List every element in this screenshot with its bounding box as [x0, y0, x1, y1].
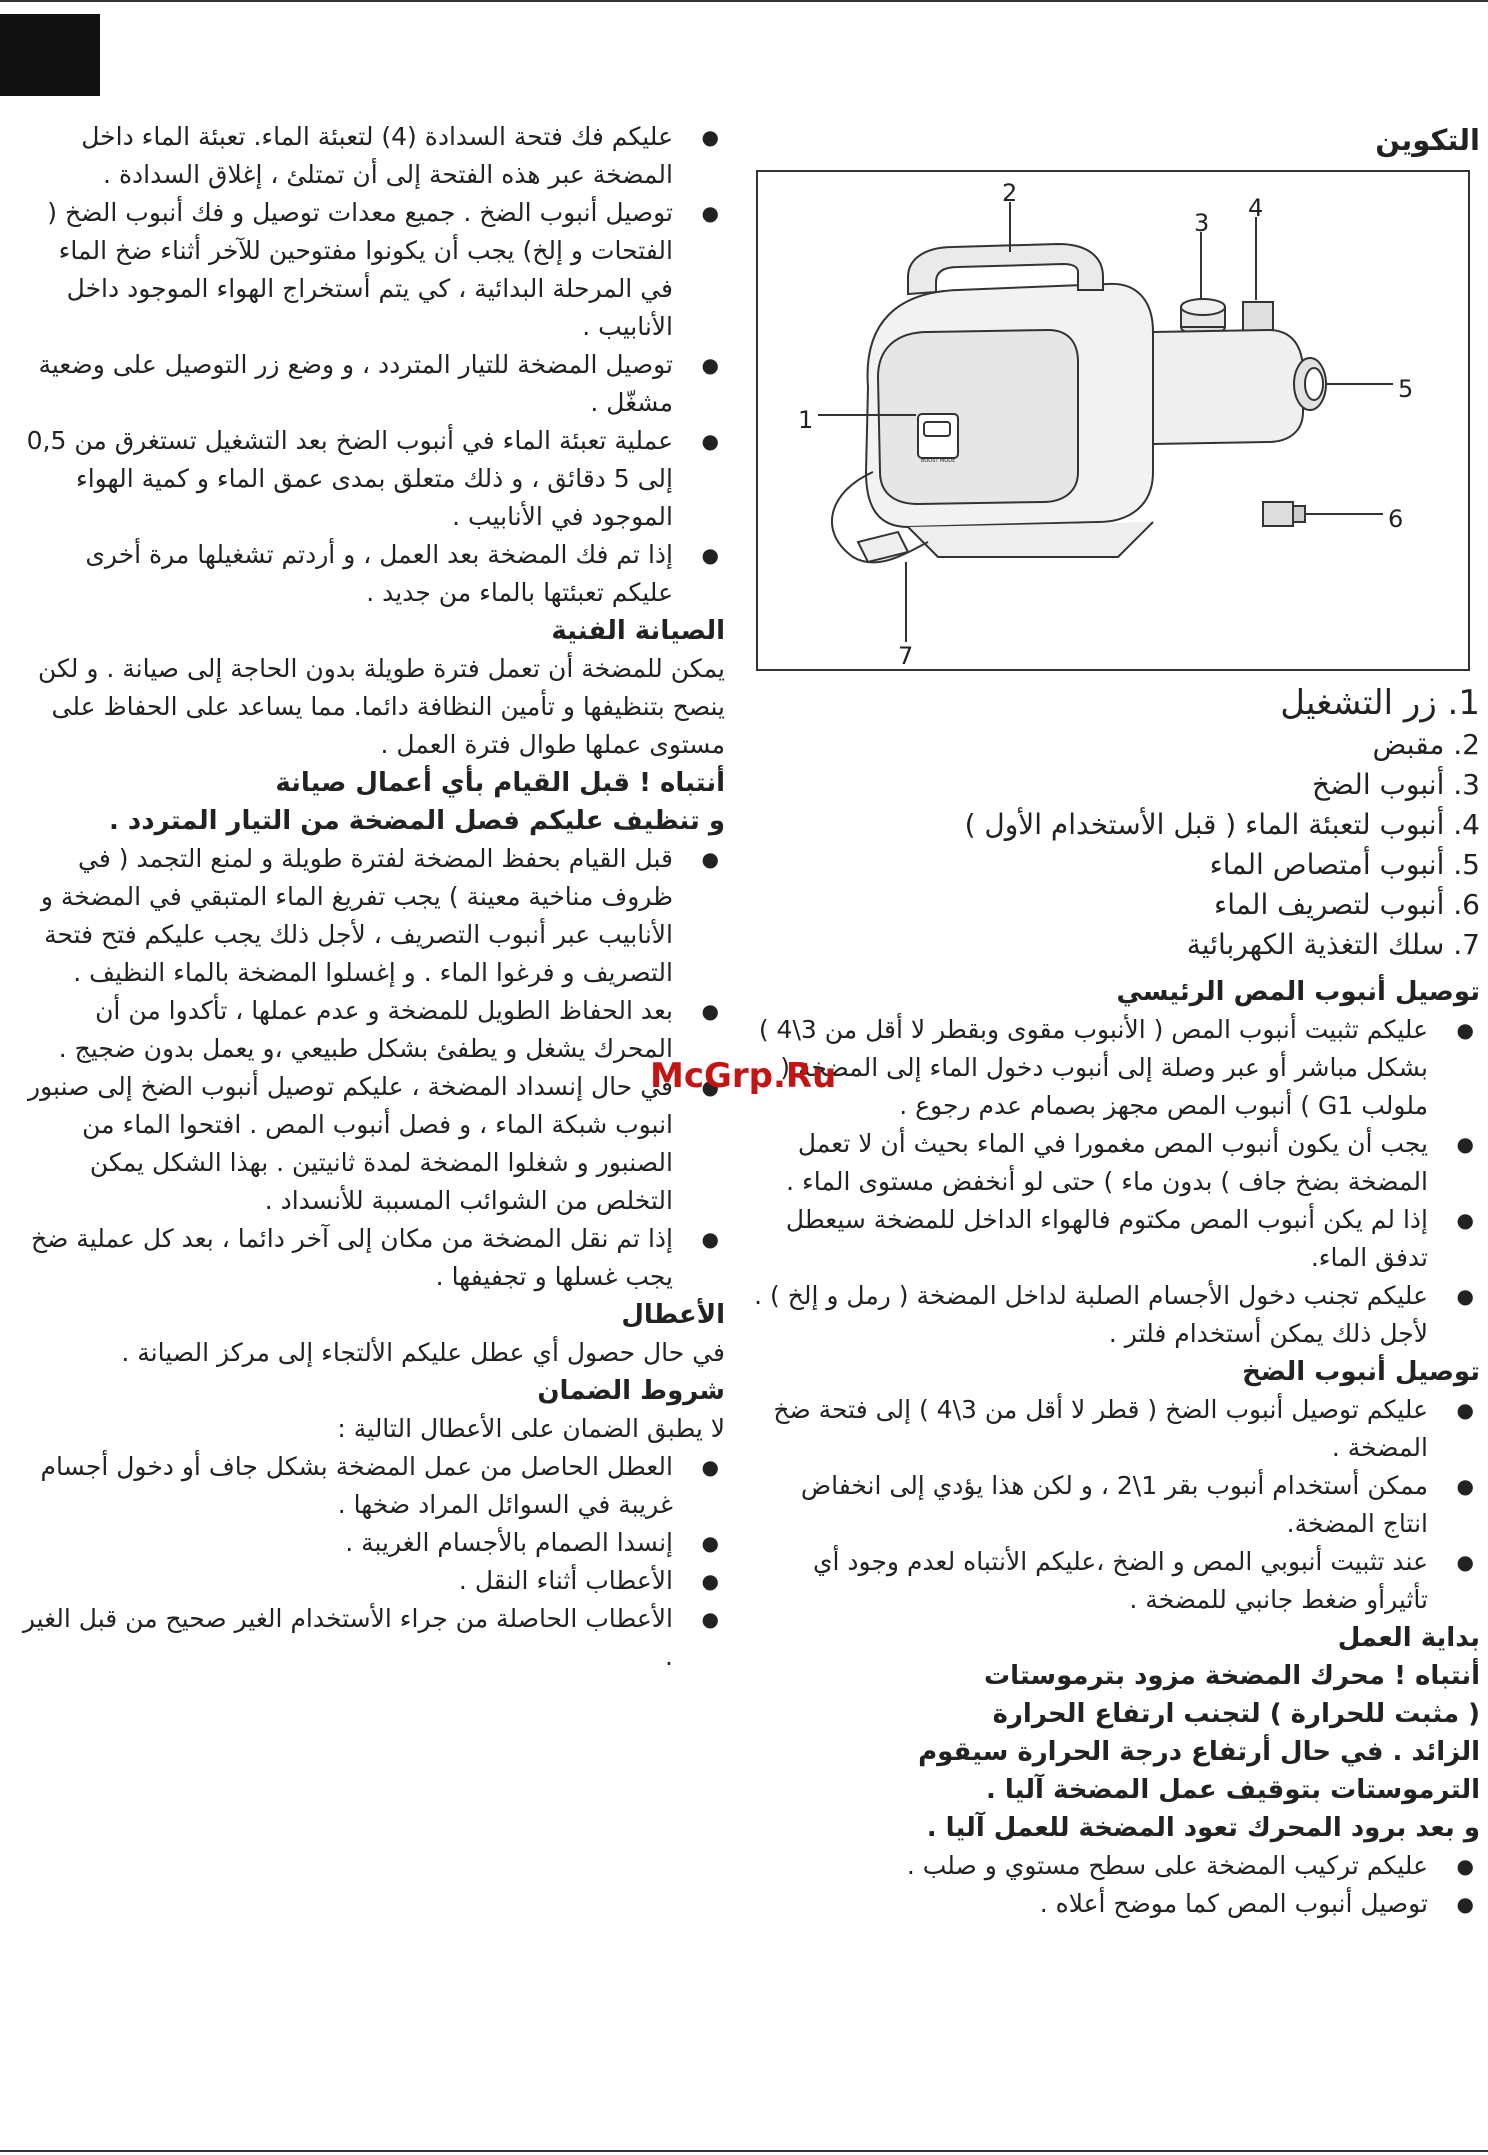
- list-item: ● إنسدا الصمام بالأجسام الغريبة .: [20, 1524, 725, 1562]
- heading-suction: توصيل أنبوب المص الرئيسي: [1116, 977, 1480, 1007]
- maintenance-list: [20, 840, 725, 1296]
- maintenance-text: يمكن للمضخة أن تعمل فترة طويلة بدون الحاجة إلى صيانة . و لكن ينصح بتنظيفها و تأمين النظافة دائما. مما يساعد على الحفاظ على مستوى عملها طوال فترة العمل .: [37, 654, 725, 759]
- start-warning: [750, 1657, 1480, 1847]
- list-item: ● توصيل المضخة للتيار المتردد ، و وضع زر التوصيل على وضعية مشغّل .: [20, 346, 725, 422]
- part-item: 6. أنبوب لتصريف الماء: [1214, 888, 1480, 921]
- warning-line: الزائد . في حال أرتفاع درجة الحرارة سيقوم: [918, 1737, 1480, 1767]
- figure-label-1: 1: [798, 406, 814, 434]
- heading-pressure: توصيل أنبوب الضخ: [1242, 1357, 1480, 1387]
- heading-warranty: شروط الضمان: [537, 1376, 725, 1406]
- section-title-composition: التكوين: [1375, 123, 1480, 157]
- list-item: ● بعد الحفاظ الطويل للمضخة و عدم عملها ، تأكدوا من أن المحرك يشغل و يطفئ بشكل طبيعي ،و يعمل بدون ضجيج .: [20, 992, 725, 1068]
- list-item: ● عملية تعبئة الماء في أنبوب الضخ بعد التشغيل تستغرق من 0,5 إلى 5 دقائق ، و ذلك متعلق بمدى عمق الماء و كمية الهواء الموجود في الأنابيب .: [20, 422, 725, 536]
- figure-label-6: 6: [1388, 505, 1404, 533]
- figure-label-5: 5: [1398, 375, 1414, 403]
- pressure-list: [750, 1391, 1480, 1619]
- left-column: [20, 118, 725, 1676]
- faults-text: في حال حصول أي عطل عليكم الألتجاء إلى مركز الصيانة .: [121, 1338, 725, 1367]
- list-item: ● إذا تم فك المضخة بعد العمل ، و أردتم تشغيلها مرة أخرى عليكم تعبئتها بالماء من جديد .: [20, 536, 725, 612]
- right-column: [750, 118, 1480, 1923]
- heading-start: بداية العمل: [1337, 1623, 1480, 1653]
- figure-label-2: 2: [1002, 179, 1018, 207]
- heading-faults: الأعطال: [621, 1300, 725, 1330]
- part-item: 2. مقبض: [1372, 728, 1480, 761]
- list-item: ● توصيل أنبوب الضخ . جميع معدات توصيل و فك أنبوب الضخ ( الفتحات و إلخ) يجب أن يكونوا مفتوحين للآخر أثناء ضخ الماء في المرحلة البدائية ، كي يتم أستخراج الهواء الموجود داخل الأنابيب .: [20, 194, 725, 346]
- list-item: ● الأعطاب الحاصلة من جراء الأستخدام الغير صحيح من قبل الغير .: [20, 1600, 725, 1676]
- figure-label-7: 7: [898, 642, 914, 670]
- pump-figure: [756, 170, 1470, 671]
- part-item: 3. أنبوب الضخ: [1311, 768, 1480, 801]
- pump-illustration: [758, 172, 1468, 669]
- list-item: ● العطل الحاصل من عمل المضخة بشكل جاف أو دخول أجسام غريبة في السوائل المراد ضخها .: [20, 1448, 725, 1524]
- page-corner-block: [0, 14, 100, 96]
- warranty-list: [20, 1448, 725, 1676]
- list-item: ● إذا تم نقل المضخة من مكان إلى آخر دائما ، بعد كل عملية ضخ يجب غسلها و تجفيفها .: [20, 1220, 725, 1296]
- figure-label-3: 3: [1194, 209, 1210, 237]
- list-item: ● يجب أن يكون أنبوب المص مغمورا في الماء بحيث أن لا تعمل المضخة بضخ جاف ) بدون ماء ) حتى لو أنخفض مستوى الماء .: [750, 1125, 1480, 1201]
- part-item: 4. أنبوب لتعبئة الماء ( قبل الأستخدام الأول ): [964, 808, 1480, 841]
- list-item: ● في حال إنسداد المضخة ، عليكم توصيل أنبوب الضخ إلى صنبور انبوب شبكة الماء ، و فصل أنبوب المص . افتحوا الماء من الصنبور و شغلوا المضخة لمدة ثانيتين . بهذا الشكل يمكن التخلص من الشوائب المسببة للأنسداد .: [20, 1068, 725, 1220]
- top-rule: [0, 0, 1488, 2]
- list-item: ● عليكم فك فتحة السدادة (4) لتعبئة الماء. تعبئة الماء داخل المضخة عبر هذه الفتحة إلى أن تمتلئ ، إغلاق السدادة .: [20, 118, 725, 194]
- list-item: ● توصيل أنبوب المص كما موضح أعلاه .: [750, 1885, 1480, 1923]
- parts-list: [750, 681, 1480, 965]
- part-item: 7. سلك التغذية الكهربائية: [1186, 928, 1480, 961]
- bottom-rule: [0, 2150, 1488, 2152]
- figure-label-4: 4: [1248, 194, 1264, 222]
- list-item: ● ممكن أستخدام أنبوب بقر 1\2 ، و لكن هذا يؤدي إلى انخفاض انتاج المضخة.: [750, 1467, 1480, 1543]
- watermark: McGrp.Ru: [650, 1056, 837, 1096]
- start-list: [750, 1847, 1480, 1923]
- list-item: ● عليكم تثبيت أنبوب المص ( الأنبوب مقوى وبقطر لا أقل من 3\4 ) بشكل مباشر أو عبر وصلة إلى أنبوب دخول الماء إلى المضخة ( ملولب G1 ) أنبوب المص مجهز بصمام عدم رجوع .: [750, 1011, 1480, 1125]
- switch-label: BOOST MODE: [921, 458, 956, 464]
- warranty-intro: لا يطبق الضمان على الأعطال التالية :: [337, 1414, 725, 1443]
- part-item: 1. زر التشغيل: [1280, 683, 1480, 723]
- warning-line: ( مثبت للحرارة ) لتجنب ارتفاع الحرارة: [992, 1699, 1480, 1729]
- list-item: ● الأعطاب أثناء النقل .: [20, 1562, 725, 1600]
- suction-list: [750, 1011, 1480, 1353]
- list-item: ● عليكم تجنب دخول الأجسام الصلبة لداخل المضخة ( رمل و إلخ ) . لأجل ذلك يمكن أستخدام فلتر .: [750, 1277, 1480, 1353]
- heading-maintenance: الصيانة الفنية: [551, 616, 725, 646]
- filling-list: [20, 118, 725, 612]
- warning-line: الترموستات بتوقيف عمل المضخة آليا .: [985, 1775, 1480, 1805]
- list-item: ● عليكم تركيب المضخة على سطح مستوي و صلب .: [750, 1847, 1480, 1885]
- maintenance-warning-line: أنتباه ! قبل القيام بأي أعمال صيانة: [275, 768, 725, 798]
- maintenance-warning-line: و تنظيف عليكم فصل المضخة من التيار المتردد .: [108, 806, 725, 836]
- list-item: ● قبل القيام بحفظ المضخة لفترة طويلة و لمنع التجمد ( في ظروف مناخية معينة ) يجب تفريغ الماء المتبقي في المضخة و الأنابيب عبر أنبوب التصريف ، لأجل ذلك يجب عليكم فتح فتحة التصريف و فرغوا الماء . و إغسلوا المضخة بالماء النظيف .: [20, 840, 725, 992]
- warning-line: أنتباه ! محرك المضخة مزود بترموستات: [984, 1661, 1480, 1691]
- list-item: ● عليكم توصيل أنبوب الضخ ( قطر لا أقل من 3\4 ) إلى فتحة ضخ المضخة .: [750, 1391, 1480, 1467]
- warning-line: و بعد برود المحرك تعود المضخة للعمل آليا .: [926, 1813, 1480, 1843]
- part-item: 5. أنبوب أمتصاص الماء: [1209, 848, 1480, 881]
- list-item: ● عند تثبيت أنبوبي المص و الضخ ،عليكم الأنتباه لعدم وجود أي تأثيرأو ضغط جانبي للمضخة .: [750, 1543, 1480, 1619]
- list-item: ● إذا لم يكن أنبوب المص مكتوم فالهواء الداخل للمضخة سيعطل تدفق الماء.: [750, 1201, 1480, 1277]
